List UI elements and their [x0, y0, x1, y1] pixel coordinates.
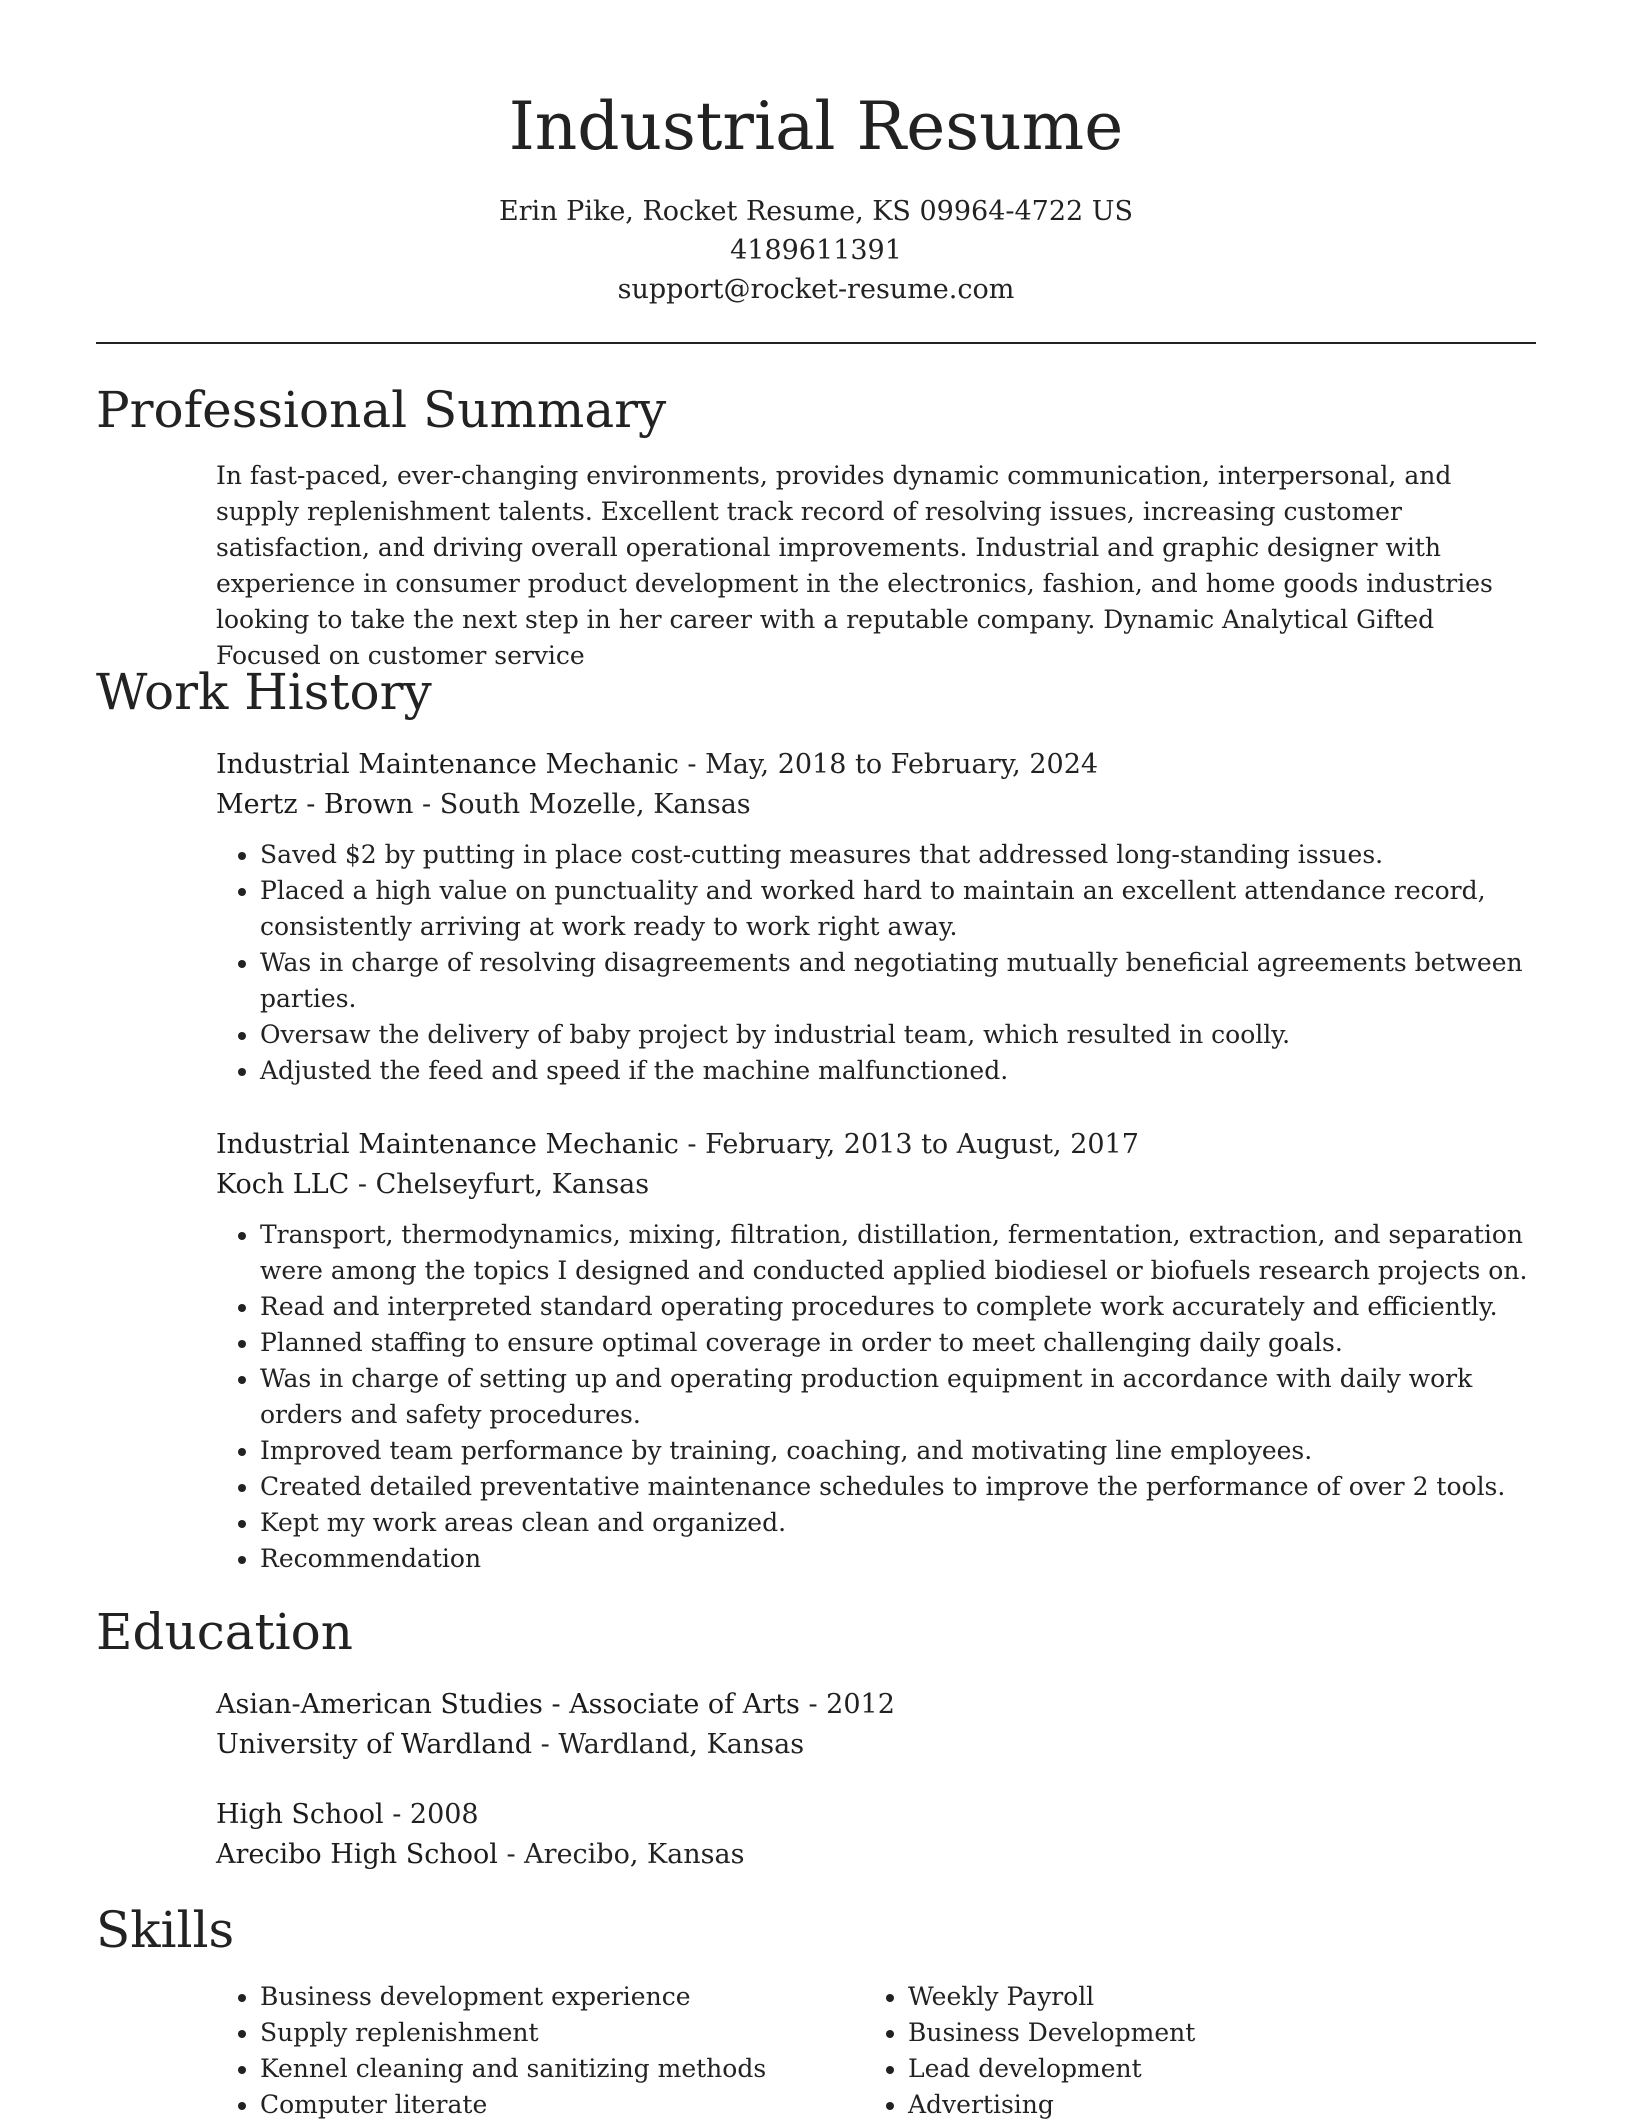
job-bullet: • Read and interpreted standard operating procedures to complete work accurately and efficiently. — [260, 1289, 1536, 1325]
skill-item: • Advertising — [908, 2087, 1512, 2123]
job-bullet: • Placed a high value on punctuality and worked hard to maintain an excellent attendance record, consistently arriving at work ready to work right away. — [260, 873, 1536, 945]
skills-column-right — [864, 1979, 1512, 2123]
job-bullet: • Oversaw the delivery of baby project by industrial team, which resulted in coolly. — [260, 1017, 1536, 1053]
contact-phone: 4189611391 — [730, 235, 902, 266]
job-bullet: • Was in charge of resolving disagreements and negotiating mutually beneficial agreements between parties. — [260, 945, 1536, 1017]
job-dates: - May, 2018 to February, 2024 — [687, 749, 1099, 780]
skills-list — [216, 1979, 1536, 2123]
job-title: Industrial Maintenance Mechanic — [216, 749, 679, 780]
job-dates: - February, 2013 to August, 2017 — [687, 1129, 1139, 1160]
job-employer: Mertz - Brown — [216, 789, 414, 820]
job-location: - Chelseyfurt, Kansas — [357, 1169, 650, 1200]
job-employer: Koch LLC — [216, 1169, 350, 1200]
education-location: - Wardland, Kansas — [540, 1729, 805, 1760]
job-title-line — [216, 1125, 1536, 1165]
job-title-line — [216, 745, 1536, 785]
education-school: University of Wardland — [216, 1729, 533, 1760]
job-entry — [216, 745, 1536, 1089]
job-title: Industrial Maintenance Mechanic — [216, 1129, 679, 1160]
education-heading: Education — [96, 1603, 353, 1661]
job-bullet: • Kept my work areas clean and organized. — [260, 1505, 1536, 1541]
job-entry — [216, 1125, 1536, 1577]
education-degree: Asian-American Studies - Associate of Arts — [216, 1689, 800, 1720]
education-year: - 2008 — [392, 1799, 479, 1830]
summary-heading: Professional Summary — [96, 381, 667, 439]
education-entry — [216, 1685, 1536, 1765]
skill-item: • Lead development — [908, 2051, 1512, 2087]
job-bullet: • Saved $2 by putting in place cost-cutting measures that addressed long-standing issues. — [260, 837, 1536, 873]
job-bullets — [216, 1217, 1536, 1577]
skill-item: • Business development experience — [260, 1979, 864, 2015]
skill-item: • Weekly Payroll — [908, 1979, 1512, 2015]
job-bullet: • Was in charge of setting up and operating production equipment in accordance with daily work orders and safety procedures. — [260, 1361, 1536, 1433]
skills-column-left — [216, 1979, 864, 2123]
job-bullet: • Improved team performance by training, coaching, and motivating line employees. — [260, 1433, 1536, 1469]
summary-section — [216, 458, 1536, 674]
education-degree-line — [216, 1685, 1536, 1725]
education-degree-line — [216, 1795, 1536, 1835]
education-school: Arecibo High School — [216, 1839, 498, 1870]
skill-item: • Business Development — [908, 2015, 1512, 2051]
summary-text: In fast-paced, ever-changing environments, provides dynamic communication, interpersonal, and supply replenishment talents. Excellent track record of resolving issues, increasing customer satisfaction, and driving overall operational improvements. Industrial and graphic designer with experience in consumer product development in the electronics, fashion, and home goods industries looking to take the next step in her career with a reputable company. Dynamic Analytical Gifted Focused on customer service — [216, 461, 1493, 670]
education-degree: High School — [216, 1799, 384, 1830]
resume-title: Industrial Resume — [508, 88, 1124, 165]
job-bullet: • Created detailed preventative maintenance schedules to improve the performance of over 2 tools. — [260, 1469, 1536, 1505]
job-bullet: • Planned staffing to ensure optimal coverage in order to meet challenging daily goals. — [260, 1325, 1536, 1361]
contact-address: Erin Pike, Rocket Resume, KS 09964-4722 US — [498, 196, 1134, 227]
contact-email: support@rocket-resume.com — [617, 274, 1015, 305]
skill-item: • Computer literate — [260, 2087, 864, 2123]
job-employer-line — [216, 1165, 1536, 1205]
education-entry — [216, 1795, 1536, 1875]
skill-item: • Kennel cleaning and sanitizing methods — [260, 2051, 864, 2087]
job-bullet: • Adjusted the feed and speed if the machine malfunctioned. — [260, 1053, 1536, 1089]
header-divider — [96, 342, 1536, 344]
education-location: - Arecibo, Kansas — [506, 1839, 745, 1870]
education-year: - 2012 — [808, 1689, 895, 1720]
skill-item: • Supply replenishment — [260, 2015, 864, 2051]
education-school-line — [216, 1835, 1536, 1875]
job-employer-line — [216, 785, 1536, 825]
job-bullet: • Transport, thermodynamics, mixing, filtration, distillation, fermentation, extraction, and separation were among the topics I designed and conducted applied biodiesel or biofuels research projects on. — [260, 1217, 1536, 1289]
job-location: - South Mozelle, Kansas — [422, 789, 751, 820]
work-history-heading: Work History — [96, 663, 432, 721]
contact-block — [96, 192, 1536, 309]
job-bullet: • Recommendation — [260, 1541, 1536, 1577]
education-school-line — [216, 1725, 1536, 1765]
job-bullets — [216, 837, 1536, 1089]
skills-heading: Skills — [96, 1901, 235, 1959]
